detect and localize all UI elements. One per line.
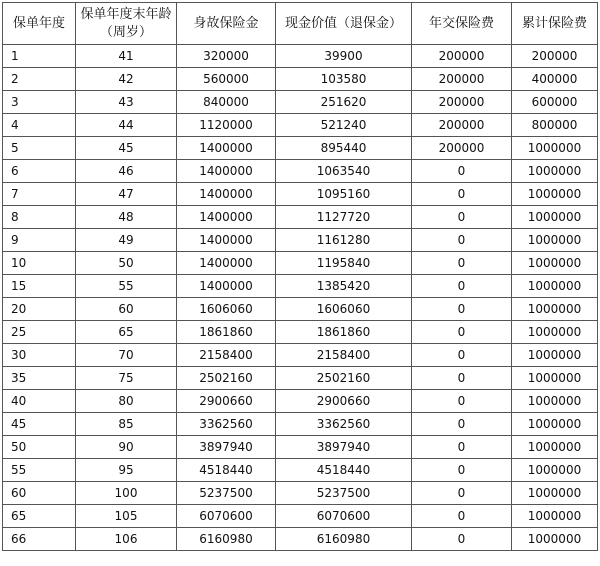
- cell-policy-year: 55: [3, 459, 76, 482]
- cell-policy-year: 65: [3, 505, 76, 528]
- cell-annual-premium: 200000: [412, 45, 512, 68]
- cell-annual-premium: 0: [412, 367, 512, 390]
- cell-annual-premium: 0: [412, 183, 512, 206]
- cell-death-benefit: 1120000: [177, 114, 276, 137]
- cell-age: 70: [76, 344, 177, 367]
- cell-cumulative-premium: 200000: [512, 45, 598, 68]
- cell-death-benefit: 1606060: [177, 298, 276, 321]
- table-row: [3, 390, 598, 413]
- cell-annual-premium: 0: [412, 436, 512, 459]
- cell-cash-value: 251620: [276, 91, 412, 114]
- cell-cumulative-premium: 1000000: [512, 298, 598, 321]
- cell-policy-year: 15: [3, 275, 76, 298]
- cell-cash-value: 5237500: [276, 482, 412, 505]
- cell-annual-premium: 0: [412, 252, 512, 275]
- cell-cumulative-premium: 1000000: [512, 528, 598, 551]
- cell-age: 105: [76, 505, 177, 528]
- cell-cumulative-premium: 1000000: [512, 505, 598, 528]
- cell-annual-premium: 0: [412, 482, 512, 505]
- cell-cumulative-premium: 1000000: [512, 321, 598, 344]
- header-annual-premium: 年交保险费: [412, 3, 512, 45]
- cell-cash-value: 895440: [276, 137, 412, 160]
- cell-cash-value: 1095160: [276, 183, 412, 206]
- table-row: [3, 160, 598, 183]
- cell-age: 90: [76, 436, 177, 459]
- cell-cumulative-premium: 1000000: [512, 459, 598, 482]
- cell-cash-value: 39900: [276, 45, 412, 68]
- cell-annual-premium: 0: [412, 160, 512, 183]
- cell-cash-value: 4518440: [276, 459, 412, 482]
- cell-annual-premium: 0: [412, 459, 512, 482]
- cell-cumulative-premium: 1000000: [512, 413, 598, 436]
- cell-policy-year: 25: [3, 321, 76, 344]
- cell-annual-premium: 0: [412, 390, 512, 413]
- cell-cumulative-premium: 1000000: [512, 252, 598, 275]
- cell-death-benefit: 1400000: [177, 229, 276, 252]
- table-row: [3, 275, 598, 298]
- table-row: [3, 45, 598, 68]
- cell-death-benefit: 2502160: [177, 367, 276, 390]
- table-row: [3, 482, 598, 505]
- cell-age: 47: [76, 183, 177, 206]
- cell-cash-value: 1161280: [276, 229, 412, 252]
- cell-annual-premium: 200000: [412, 114, 512, 137]
- table-row: [3, 91, 598, 114]
- cell-cash-value: 521240: [276, 114, 412, 137]
- cell-death-benefit: 3897940: [177, 436, 276, 459]
- cell-cash-value: 2502160: [276, 367, 412, 390]
- cell-age: 60: [76, 298, 177, 321]
- cell-death-benefit: 2158400: [177, 344, 276, 367]
- cell-death-benefit: 6070600: [177, 505, 276, 528]
- cell-cumulative-premium: 1000000: [512, 229, 598, 252]
- cell-age: 45: [76, 137, 177, 160]
- header-cumulative-premium: 累计保险费: [512, 3, 598, 45]
- cell-cumulative-premium: 1000000: [512, 183, 598, 206]
- cell-cash-value: 1063540: [276, 160, 412, 183]
- cell-cumulative-premium: 1000000: [512, 436, 598, 459]
- table-row: [3, 344, 598, 367]
- cell-cumulative-premium: 1000000: [512, 160, 598, 183]
- cell-cash-value: 3897940: [276, 436, 412, 459]
- cell-death-benefit: 560000: [177, 68, 276, 91]
- cell-death-benefit: 4518440: [177, 459, 276, 482]
- cell-policy-year: 35: [3, 367, 76, 390]
- cell-cash-value: 3362560: [276, 413, 412, 436]
- cell-annual-premium: 0: [412, 275, 512, 298]
- table-row: [3, 252, 598, 275]
- cell-cash-value: 2900660: [276, 390, 412, 413]
- cell-age: 75: [76, 367, 177, 390]
- cell-policy-year: 20: [3, 298, 76, 321]
- cell-death-benefit: 2900660: [177, 390, 276, 413]
- cell-annual-premium: 0: [412, 505, 512, 528]
- cell-age: 49: [76, 229, 177, 252]
- header-age-at-year-end: 保单年度末年龄（周岁）: [76, 3, 177, 45]
- cell-age: 65: [76, 321, 177, 344]
- table-row: [3, 413, 598, 436]
- table-row: [3, 367, 598, 390]
- header-death-benefit: 身故保险金: [177, 3, 276, 45]
- cell-annual-premium: 0: [412, 321, 512, 344]
- cell-policy-year: 6: [3, 160, 76, 183]
- cell-annual-premium: 0: [412, 344, 512, 367]
- cell-policy-year: 40: [3, 390, 76, 413]
- cell-policy-year: 1: [3, 45, 76, 68]
- cell-cash-value: 6160980: [276, 528, 412, 551]
- cell-cash-value: 1385420: [276, 275, 412, 298]
- cell-age: 95: [76, 459, 177, 482]
- cell-cumulative-premium: 1000000: [512, 367, 598, 390]
- cell-age: 46: [76, 160, 177, 183]
- cell-age: 43: [76, 91, 177, 114]
- cell-policy-year: 3: [3, 91, 76, 114]
- cell-death-benefit: 1400000: [177, 160, 276, 183]
- table-row: [3, 229, 598, 252]
- cell-age: 50: [76, 252, 177, 275]
- cell-death-benefit: 6160980: [177, 528, 276, 551]
- cell-policy-year: 2: [3, 68, 76, 91]
- cell-cumulative-premium: 1000000: [512, 482, 598, 505]
- cell-cumulative-premium: 400000: [512, 68, 598, 91]
- cell-annual-premium: 200000: [412, 68, 512, 91]
- cell-age: 44: [76, 114, 177, 137]
- table-row: [3, 321, 598, 344]
- table-header: [3, 3, 598, 45]
- cell-policy-year: 9: [3, 229, 76, 252]
- table-row: [3, 114, 598, 137]
- cell-age: 80: [76, 390, 177, 413]
- cell-death-benefit: 320000: [177, 45, 276, 68]
- cell-annual-premium: 0: [412, 528, 512, 551]
- cell-policy-year: 10: [3, 252, 76, 275]
- cell-policy-year: 30: [3, 344, 76, 367]
- table-body: [3, 45, 598, 551]
- table-row: [3, 436, 598, 459]
- header-cash-value: 现金价值（退保金）: [276, 3, 412, 45]
- cell-annual-premium: 200000: [412, 91, 512, 114]
- cell-age: 100: [76, 482, 177, 505]
- cell-age: 42: [76, 68, 177, 91]
- cell-policy-year: 50: [3, 436, 76, 459]
- cell-age: 41: [76, 45, 177, 68]
- cell-age: 106: [76, 528, 177, 551]
- cell-cumulative-premium: 800000: [512, 114, 598, 137]
- cell-annual-premium: 0: [412, 229, 512, 252]
- cell-death-benefit: 1400000: [177, 183, 276, 206]
- cell-annual-premium: 0: [412, 298, 512, 321]
- cell-annual-premium: 200000: [412, 137, 512, 160]
- table-row: [3, 528, 598, 551]
- cell-death-benefit: 1861860: [177, 321, 276, 344]
- cell-cash-value: 103580: [276, 68, 412, 91]
- cell-cumulative-premium: 1000000: [512, 206, 598, 229]
- policy-benefit-table: [2, 2, 598, 551]
- cell-cumulative-premium: 1000000: [512, 137, 598, 160]
- cell-death-benefit: 1400000: [177, 275, 276, 298]
- cell-policy-year: 5: [3, 137, 76, 160]
- table-row: [3, 459, 598, 482]
- cell-death-benefit: 840000: [177, 91, 276, 114]
- table-row: [3, 206, 598, 229]
- cell-policy-year: 7: [3, 183, 76, 206]
- cell-policy-year: 45: [3, 413, 76, 436]
- cell-age: 85: [76, 413, 177, 436]
- cell-cash-value: 6070600: [276, 505, 412, 528]
- cell-cumulative-premium: 1000000: [512, 390, 598, 413]
- cell-cumulative-premium: 1000000: [512, 344, 598, 367]
- cell-cash-value: 1606060: [276, 298, 412, 321]
- table-row: [3, 68, 598, 91]
- cell-annual-premium: 0: [412, 206, 512, 229]
- cell-death-benefit: 1400000: [177, 137, 276, 160]
- header-policy-year: 保单年度: [3, 3, 76, 45]
- table-row: [3, 298, 598, 321]
- cell-cash-value: 1195840: [276, 252, 412, 275]
- cell-policy-year: 4: [3, 114, 76, 137]
- cell-death-benefit: 5237500: [177, 482, 276, 505]
- cell-age: 48: [76, 206, 177, 229]
- cell-death-benefit: 1400000: [177, 206, 276, 229]
- table-row: [3, 137, 598, 160]
- cell-cash-value: 1127720: [276, 206, 412, 229]
- cell-cumulative-premium: 600000: [512, 91, 598, 114]
- cell-policy-year: 66: [3, 528, 76, 551]
- table-row: [3, 505, 598, 528]
- cell-policy-year: 60: [3, 482, 76, 505]
- table-row: [3, 183, 598, 206]
- cell-policy-year: 8: [3, 206, 76, 229]
- cell-annual-premium: 0: [412, 413, 512, 436]
- cell-cumulative-premium: 1000000: [512, 275, 598, 298]
- cell-cash-value: 1861860: [276, 321, 412, 344]
- cell-death-benefit: 1400000: [177, 252, 276, 275]
- header-row: [3, 3, 598, 45]
- cell-death-benefit: 3362560: [177, 413, 276, 436]
- cell-cash-value: 2158400: [276, 344, 412, 367]
- cell-age: 55: [76, 275, 177, 298]
